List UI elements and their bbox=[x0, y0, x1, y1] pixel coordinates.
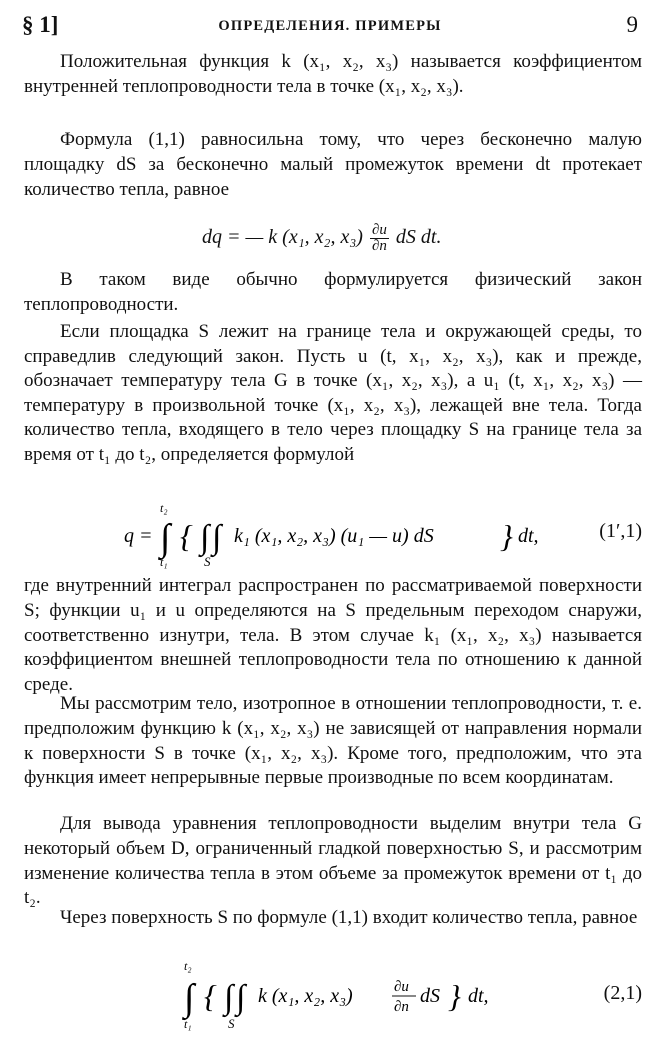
formula-2-upper-limit: t₂ bbox=[160, 501, 168, 515]
paragraph-8: Через поверхность S по формуле (1,1) входит количество тепла, равное bbox=[60, 907, 638, 928]
paragraph-2: Формула (1,1) равносильна тому, что через бесконечно малую площадку dS за бесконечно малый промежуток времени dt протекает количество тепла, равное bbox=[24, 129, 642, 200]
left-brace: { bbox=[180, 518, 193, 554]
formula-3-integrand-tail: dS bbox=[420, 985, 440, 1007]
formula-heat-inflow bbox=[24, 958, 642, 1034]
formula-2-tail: dt, bbox=[518, 525, 539, 547]
page-number: 9 bbox=[626, 12, 638, 37]
integral-sign-inner-3a: ∫ bbox=[224, 979, 234, 1016]
formula-1-lhs: dq = — k (x₁, x₂, x₃) bbox=[202, 226, 363, 249]
formula-2-lower-limit: t₁ bbox=[160, 555, 168, 569]
formula-3-denominator: ∂n bbox=[394, 999, 409, 1015]
formula-3-graphic bbox=[24, 958, 544, 1034]
equation-tag-2-1: (2,1) bbox=[603, 982, 642, 1004]
formula-heat-flux bbox=[24, 213, 642, 263]
formula-external-heat bbox=[24, 500, 642, 572]
left-brace-3: { bbox=[204, 978, 217, 1014]
integral-sign-inner-3b: ∫ bbox=[236, 979, 246, 1016]
formula-3-upper-limit: t₂ bbox=[184, 959, 192, 973]
formula-1-rhs: dS dt. bbox=[395, 226, 442, 249]
formula-3-domain: S bbox=[228, 1016, 235, 1031]
formula-1-numerator: ∂u bbox=[371, 222, 387, 238]
right-brace-3: } bbox=[448, 978, 461, 1014]
running-title: ОПРЕДЕЛЕНИЯ. ПРИМЕРЫ bbox=[218, 18, 442, 34]
formula-2-graphic bbox=[24, 500, 584, 572]
integral-sign-inner-2: ∫ bbox=[212, 519, 222, 556]
formula-3-tail: dt, bbox=[468, 985, 489, 1007]
formula-1-denominator: ∂n bbox=[371, 238, 387, 254]
integral-sign-outer-3: ∫ bbox=[184, 977, 195, 1019]
integral-sign-inner-1: ∫ bbox=[200, 519, 210, 556]
formula-3-numerator: ∂u bbox=[394, 979, 409, 995]
formula-2-domain: S bbox=[204, 554, 211, 569]
paragraph-3: В таком виде обычно формулируется физический закон теплопроводности. bbox=[24, 269, 642, 315]
equation-tag-1-prime-1: (1′,1) bbox=[599, 520, 642, 542]
paragraph-6: Мы рассмотрим тело, изотропное в отношении теплопроводности, т. е. предположим функцию k (x₁, x₂, x₃) не зависящей от направления нормали к поверхности S в точке (x₁, x₂, x₃). Кроме того, предположим, что эта функция имеет непрерывные первые производные по всем координатам. bbox=[24, 693, 642, 789]
paragraph-4: Если площадка S лежит на границе тела и окружающей среды, то справедлив следующий закон. Пусть u (t, x₁, x₂, x₃), как и прежде, обозначает температуру тела G в точке (x₁, x₂, x₃), а u₁ (t, x₁, x₂, x₃) — температуру в произвольной точке (x₁, x₂, x₃), лежащей вне тела. Тогда количество тепла, входящего в тело через площадку S на границе тела за время от t₁ до t₂, определяется формулой bbox=[24, 321, 642, 465]
paragraph-1: Положительная функция k (x₁, x₂, x₃) называется коэффициентом внутренней теплопроводности тела в точке (x₁, x₂, x₃). bbox=[24, 51, 642, 97]
formula-3-lower-limit: t₁ bbox=[184, 1017, 192, 1031]
formula-1-fraction bbox=[370, 223, 389, 254]
right-brace: } bbox=[500, 518, 513, 554]
paragraph-7: Для вывода уравнения теплопроводности выделим внутри тела G некоторый объем D, ограниченный гладкой поверхностью S, и рассмотрим изменение количества тепла в этом объеме за промежуток времени от t₁ до t₂. bbox=[24, 813, 642, 909]
integral-sign-outer: ∫ bbox=[160, 517, 171, 559]
formula-3-integrand: k (x₁, x₂, x₃) bbox=[258, 985, 353, 1007]
formula-2-lhs: q = bbox=[124, 525, 153, 547]
paragraph-5: где внутренний интеграл распространен по рассматриваемой поверхности S; функции u₁ и u определяются на S предельным переходом снаружи, соответственно изнутри, тела. В этом случае k₁ (x₁, x₂, x₃) называется коэффициентом внешней теплопроводности тела по отношению к данной среде. bbox=[24, 575, 642, 696]
section-marker: § 1] bbox=[22, 12, 59, 37]
page-header bbox=[22, 12, 638, 42]
formula-2-integrand: k₁ (x₁, x₂, x₃) (u₁ — u) dS bbox=[234, 525, 434, 547]
